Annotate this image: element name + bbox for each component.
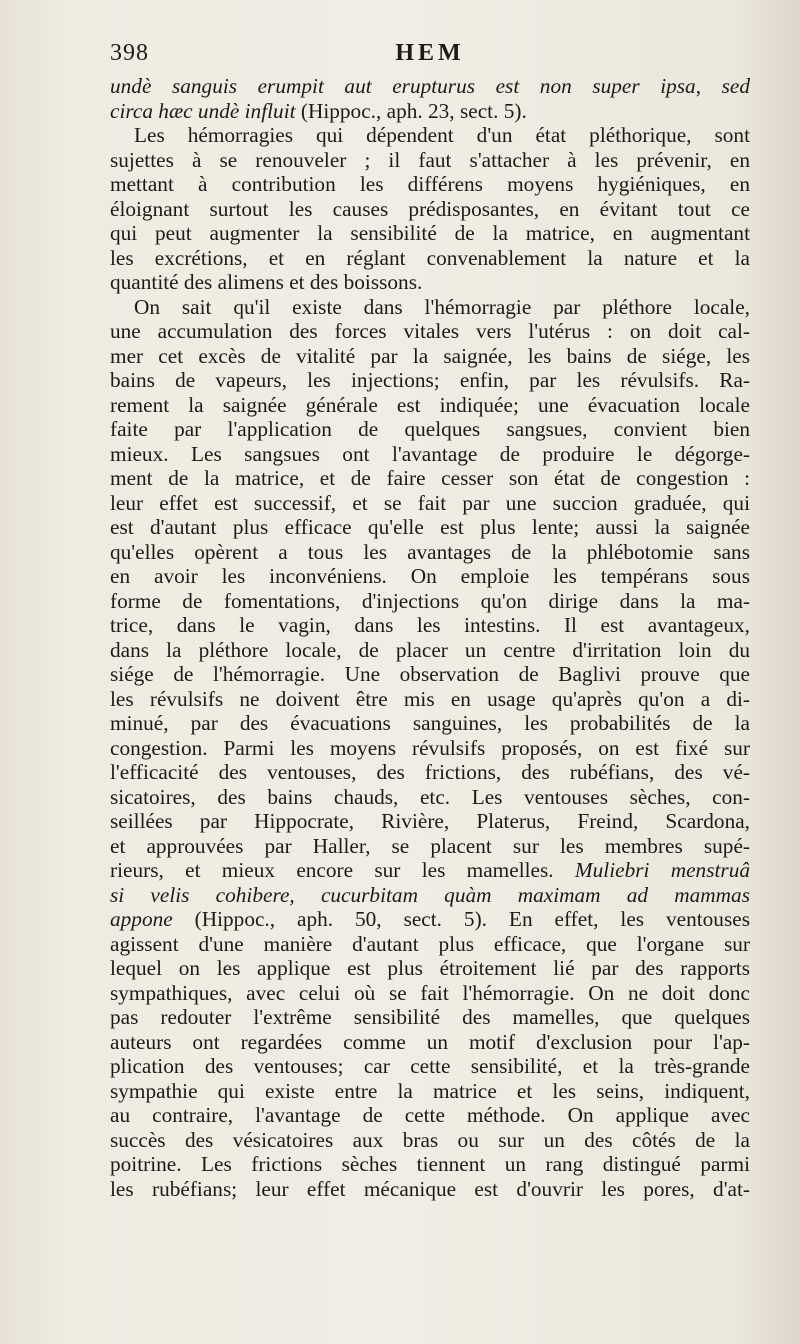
page-body-text <box>110 74 750 1201</box>
text-line: rieurs, et mieux encore sur les mamelles. Muliebri menstruâ <box>110 858 750 882</box>
text-line: mieux. Les sangsues ont l'avantage de produire le dégorge- <box>110 441 750 466</box>
text-line: poitrine. Les frictions sèches tiennent un rang distingué parmi <box>110 1152 750 1176</box>
text-line: bains de vapeurs, les injections; enfin, par les révulsifs. Ra- <box>110 368 750 392</box>
text-line: quantité des alimens et des boissons. <box>110 270 423 294</box>
text-line: qui peut augmenter la sensibilité de la matrice, en augmentant <box>110 221 750 245</box>
text-line: les excrétions, et en réglant convenablement la nature et la <box>110 245 750 270</box>
text-line: si velis cohibere, cucurbitam quàm maximam ad mammas <box>110 882 750 907</box>
text-line: les révulsifs ne doivent être mis en usage qu'après qu'on a di- <box>110 686 750 711</box>
running-head: HEM <box>395 40 465 66</box>
text-line: sicatoires, des bains chauds, etc. Les ventouses sèches, con- <box>110 784 750 809</box>
text-line: trice, dans le vagin, dans les intestins. Il est avantageux, <box>110 613 750 637</box>
text-line: les rubéfians; leur effet mécanique est d'ouvrir les pores, d'at- <box>110 1176 750 1201</box>
page-number: 398 <box>110 40 149 66</box>
text-line: forme de fomentations, d'injections qu'on dirige dans la ma- <box>110 588 750 613</box>
text-line: une accumulation des forces vitales vers l'utérus : on doit cal- <box>110 319 750 343</box>
text-line: l'efficacité des ventouses, des frictions, des rubéfians, des vé- <box>110 760 750 784</box>
text-line: congestion. Parmi les moyens révulsifs proposés, on est fixé sur <box>110 735 750 760</box>
text-line: en avoir les inconvéniens. On emploie les tempérans sous <box>110 564 750 588</box>
text-line: minué, par des évacuations sanguines, les probabilités de la <box>110 711 750 735</box>
text-line: leur effet est successif, et se fait par une succion graduée, qui <box>110 490 750 515</box>
text-line: pas redouter l'extrême sensibilité des mamelles, que quelques <box>110 1005 750 1029</box>
text-line: mer cet excès de vitalité par la saignée, les bains de siége, les <box>110 343 750 368</box>
text-line: plication des ventouses; car cette sensibilité, et la très-grande <box>110 1054 750 1078</box>
text-line: au contraire, l'avantage de cette méthode. On applique avec <box>110 1103 750 1127</box>
page-header <box>110 40 750 76</box>
text-line: appone (Hippoc., aph. 50, sect. 5). En effet, les ventouses <box>110 907 750 931</box>
text-line: agissent d'une manière d'autant plus efficace, que l'organe sur <box>110 931 750 956</box>
paragraph-start-line: Les hémorragies qui dépendent d'un état pléthorique, sont <box>134 123 750 147</box>
text-line: sujettes à se renouveler ; il faut s'attacher à les prévenir, en <box>110 147 750 172</box>
text-line: sympathie qui existe entre la matrice et les seins, indiquent, <box>110 1078 750 1103</box>
text-line: est d'autant plus efficace qu'elle est plus lente; aussi la saignée <box>110 515 750 539</box>
text-line: succès des vésicatoires aux bras ou sur un des côtés de la <box>110 1127 750 1152</box>
text-line: éloignant surtout les causes prédisposantes, en évitant tout ce <box>110 196 750 221</box>
text-line: faite par l'application de quelques sangsues, convient bien <box>110 417 750 441</box>
text-line: ment de la matrice, et de faire cesser son état de congestion : <box>110 466 750 490</box>
text-line: auteurs ont regardées comme un motif d'exclusion pour l'ap- <box>110 1029 750 1054</box>
text-line: rement la saignée générale est indiquée; une évacuation locale <box>110 392 750 417</box>
text-line: siége de l'hémorragie. Une observation de Baglivi prouve que <box>110 662 750 686</box>
text-line: dans la pléthore locale, de placer un centre d'irritation loin du <box>110 637 750 662</box>
text-line: seillées par Hippocrate, Rivière, Platerus, Freind, Scardona, <box>110 809 750 833</box>
text-line: lequel on les applique est plus étroitement lié par des rapports <box>110 956 750 980</box>
text-line: undè sanguis erumpit aut erupturus est non super ipsa, sed <box>110 74 750 98</box>
text-line: mettant à contribution les différens moyens hygiéniques, en <box>110 172 750 196</box>
text-line: et approuvées par Haller, se placent sur les membres supé- <box>110 833 750 858</box>
text-line: qu'elles opèrent a tous les avantages de la phlébotomie sans <box>110 539 750 564</box>
paragraph-start-line: On sait qu'il existe dans l'hémorragie par pléthore locale, <box>134 294 750 319</box>
text-line: circa hæc undè influit (Hippoc., aph. 23, sect. 5). <box>110 98 527 123</box>
text-line: sympathiques, avec celui où se fait l'hémorragie. On ne doit donc <box>110 980 750 1005</box>
